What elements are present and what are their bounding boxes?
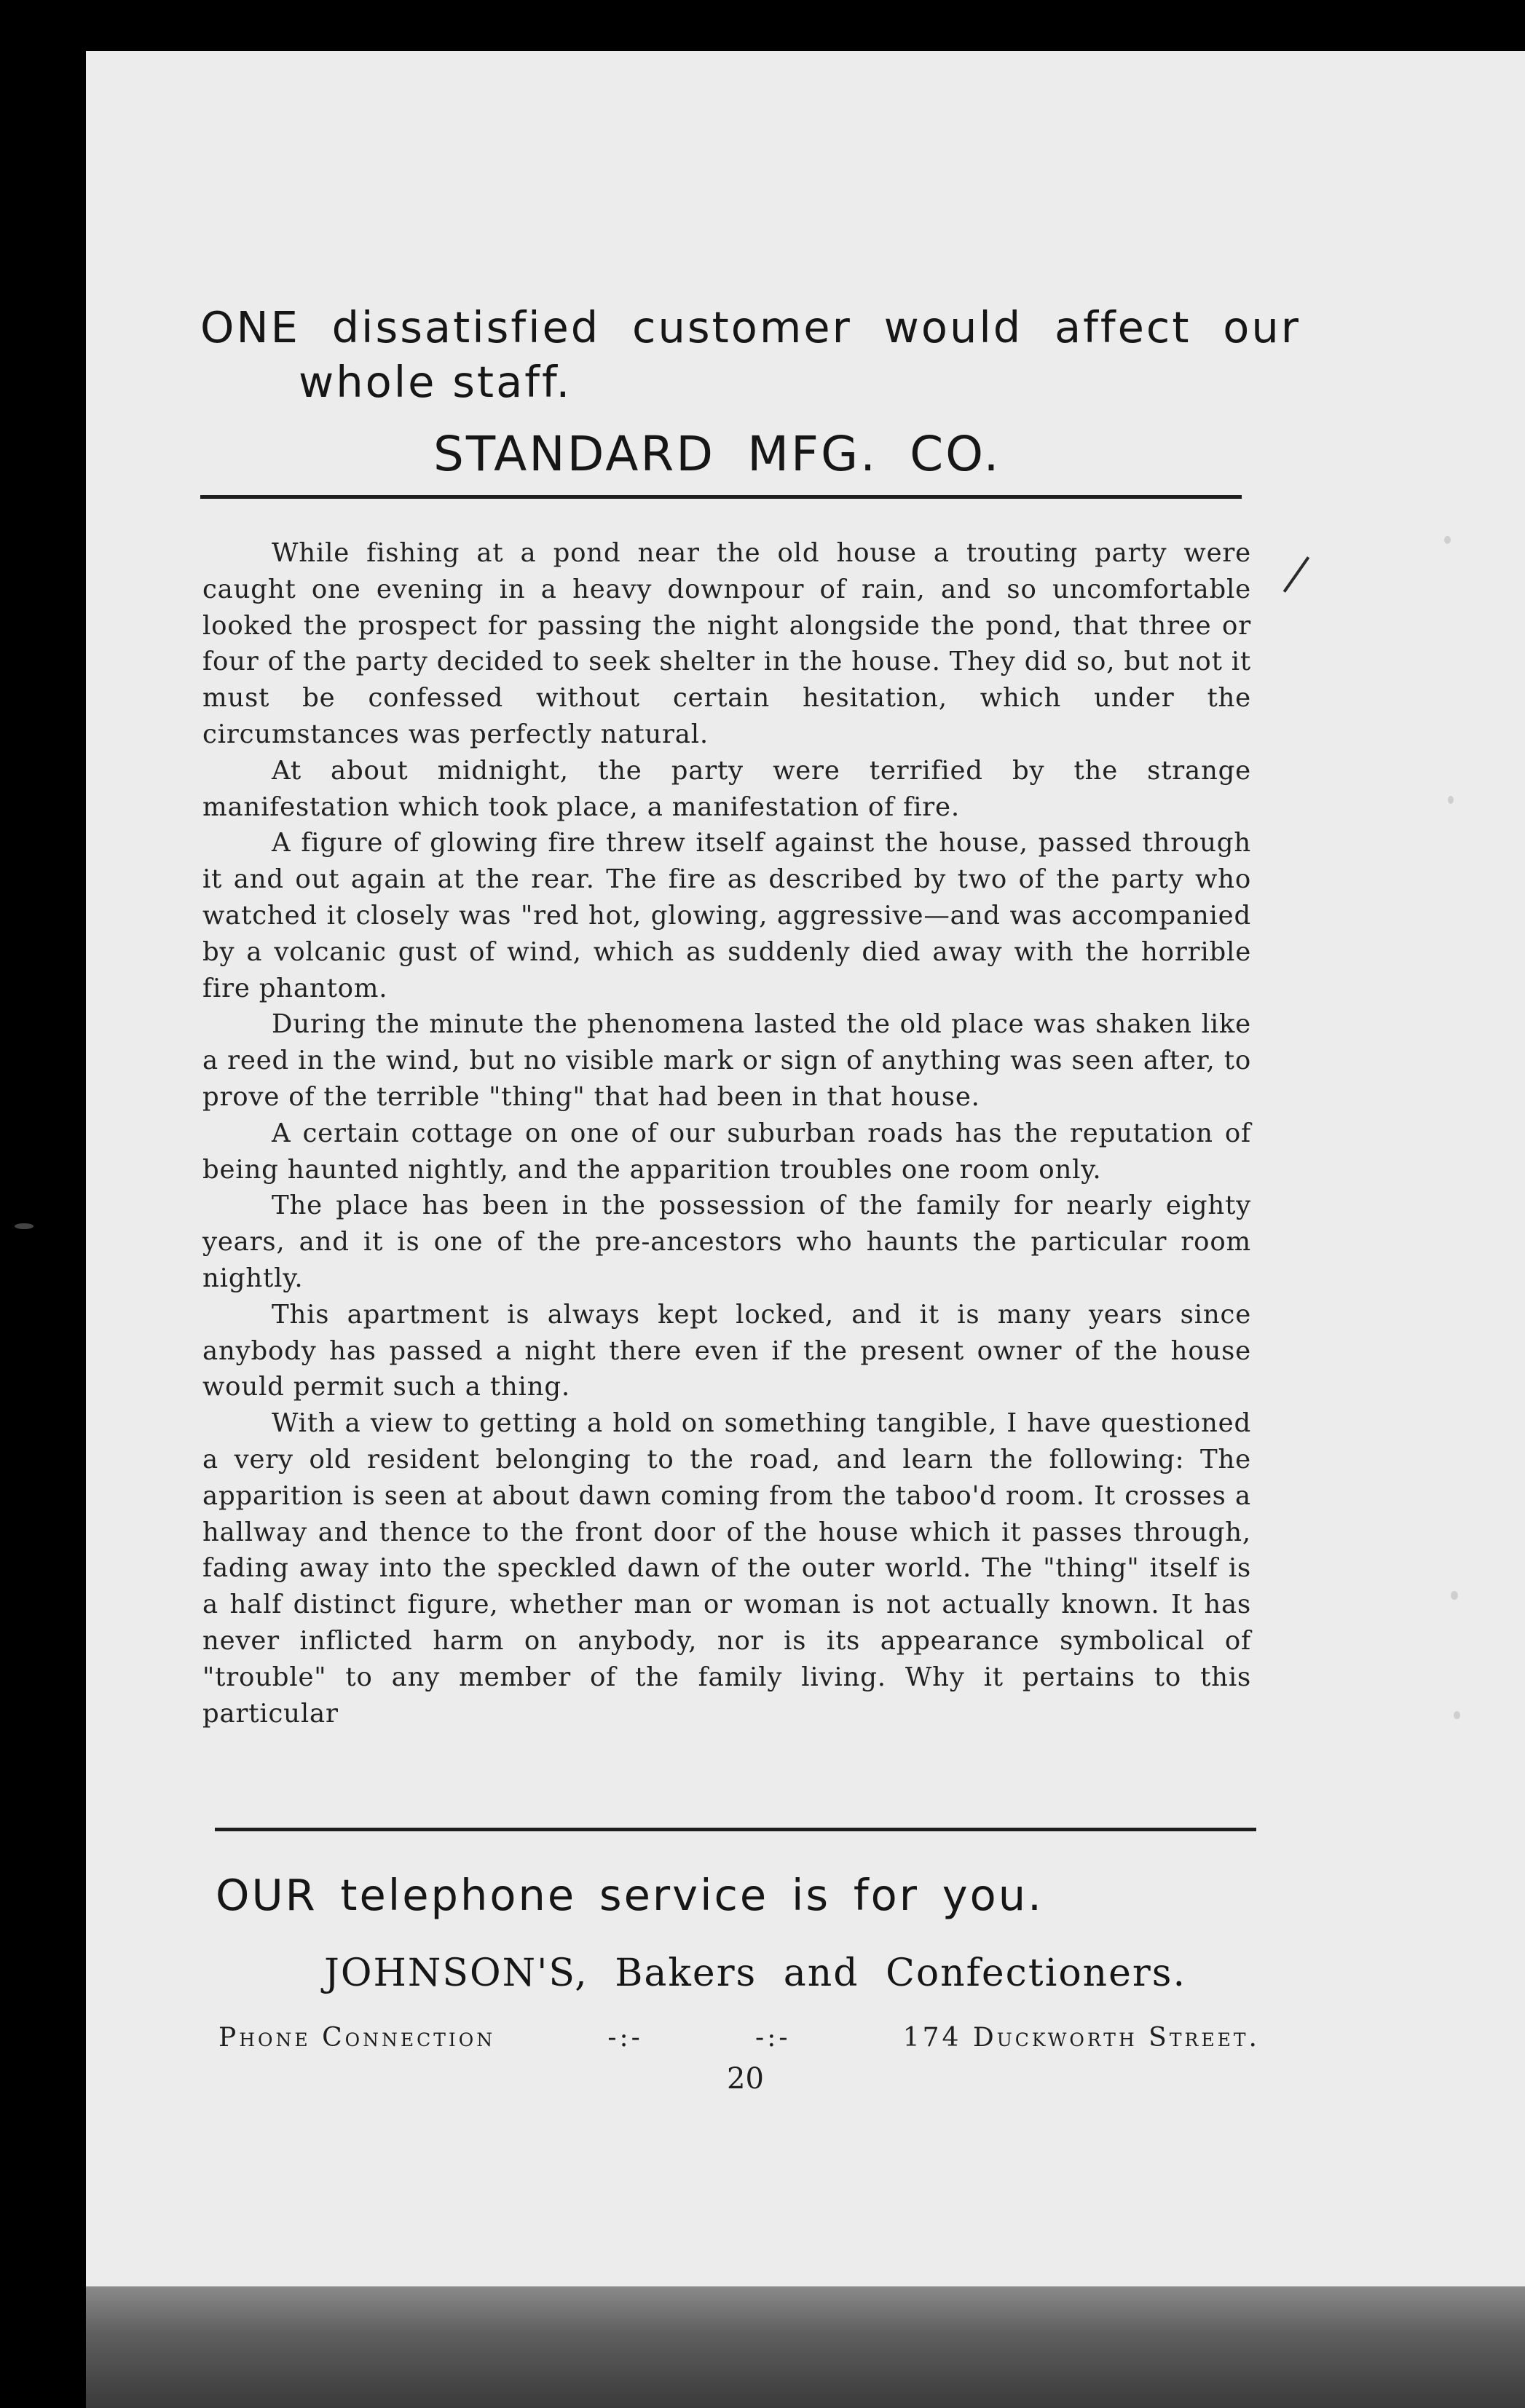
page-number: 20 xyxy=(727,2062,764,2096)
speck-mark xyxy=(1451,1591,1458,1600)
phone-label: Phone Connection xyxy=(218,2023,496,2053)
article-paragraph: A figure of glowing fire threw itself against the house, passed through it and out again at the rear. The fire as described by two of the party who watched it closely was "red hot, glowing, aggressive—and was accompanied by a volcanic gust of wind, which as suddenly died away with the horrible fire phantom. xyxy=(202,828,1251,1003)
bottom-ad-business-name: JOHNSON'S, Bakers and Confectioners. xyxy=(324,1951,1186,1995)
top-ad-signature: STANDARD MFG. CO. xyxy=(433,426,1001,482)
article-paragraph: The place has been in the possession of the family for nearly eighty years, and it is one of the pre-ancestors who haunts the particular room nightly. xyxy=(202,1191,1251,1293)
speck-mark xyxy=(15,1223,34,1229)
top-ad-line-2: whole staff. xyxy=(299,357,572,407)
article-body xyxy=(202,535,1251,1732)
scan-edge xyxy=(86,2286,1525,2408)
bottom-ad-headline: OUR telephone service is for you. xyxy=(216,1870,1044,1920)
speck-mark xyxy=(1444,536,1451,544)
speck-mark xyxy=(1448,796,1454,804)
article-paragraph: During the minute the phenomena lasted the old place was shaken like a reed in the wind, but no visible mark or sign of anything was seen after, to prove of the terrible "thing" that had been in that house. xyxy=(202,1009,1251,1112)
article-paragraph: A certain cottage on one of our suburban roads has the reputation of being haunted nightly, and the apparition troubles one room only. xyxy=(202,1118,1251,1185)
street-address: 174 Duckworth Street. xyxy=(902,2023,1260,2053)
bottom-ad-contact-row xyxy=(218,2023,1260,2053)
article-paragraph: While fishing at a pond near the old house a trouting party were caught one evening in a heavy downpour of rain, and so uncomfortable looked the prospect for passing the night alongside the pond, that three or four of the party decided to seek shelter in the house. They did so, but not it must be confessed without certain hesitation, which under the circumstances was perfectly natural. xyxy=(202,538,1251,749)
article-paragraph: With a view to getting a hold on something tangible, I have questioned a very old resident belonging to the road, and learn the following: The apparition is seen at about dawn coming from the taboo'd room. It crosses a hallway and thence to the front door of the house which it passes through, fading away into the speckled dawn of the outer world. The "thing" itself is a half distinct figure, whether man or woman is not actually known. It has never inflicted harm on anybody, nor is its appearance symbolical of "trouble" to any member of the family living. Why it pertains to this particular xyxy=(202,1408,1251,1729)
top-ad-line-1: ONE dissatisfied customer would affect our xyxy=(200,302,1301,352)
speck-mark xyxy=(1454,1711,1460,1719)
article-paragraph: This apartment is always kept locked, and it is many years since anybody has passed a night there even if the present owner of the house would permit such a thing. xyxy=(202,1299,1251,1402)
separator: -:- xyxy=(755,2023,791,2053)
separator: -:- xyxy=(607,2023,643,2053)
article-paragraph: At about midnight, the party were terrified by the strange manifestation which took place, a manifestation of fire. xyxy=(202,755,1251,822)
divider-rule-bottom xyxy=(215,1828,1256,1831)
divider-rule-top xyxy=(200,495,1242,499)
